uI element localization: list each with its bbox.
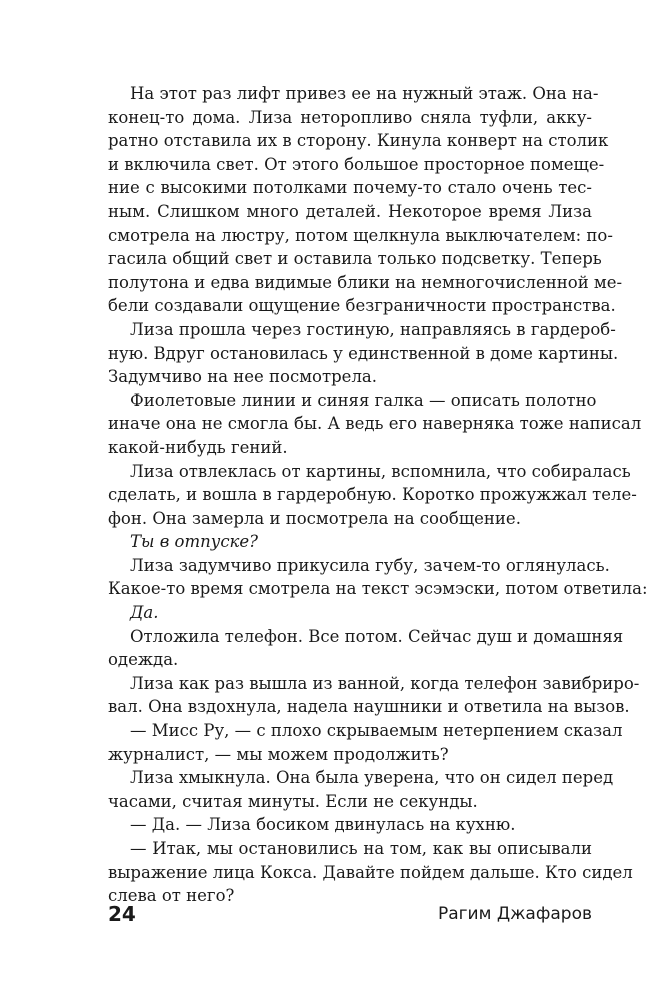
- text-line: фон. Она замерла и посмотрела на сообщение.: [108, 508, 521, 528]
- text-line: сделать, и вошла в гардеробную. Коротко прожужжал теле-: [108, 485, 637, 505]
- text-line: Фиолетовые линии и синяя галка — описать полотно: [130, 390, 597, 410]
- text-line: выражение лица Кокса. Давайте пойдем дальше. Кто сидел: [108, 862, 633, 882]
- page-number: 24: [108, 902, 136, 926]
- text-line: Ты в отпуске?: [130, 532, 259, 552]
- text-line: слева от него?: [108, 886, 235, 906]
- text-line: На этот раз лифт привез ее на нужный этаж. Она на-: [130, 84, 599, 103]
- text-line: бели создавали ощущение безграничности пространства.: [108, 296, 616, 316]
- text-line: ние с высокими потолками почему-то стало очень тес-: [108, 178, 592, 198]
- text-line: Лиза отвлеклась от картины, вспомнила, что собиралась: [130, 461, 631, 481]
- running-footer-author: Рагим Джафаров: [437, 904, 592, 924]
- text-line: Лиза прошла через гостиную, направляясь в гардероб-: [130, 319, 616, 339]
- text-line: журналист, — мы можем продолжить?: [108, 744, 449, 764]
- text-line: — Да. — Лиза босиком двинулась на кухню.: [130, 815, 516, 835]
- text-line: и включила свет. От этого большое просторное помеще-: [108, 154, 605, 174]
- text-line: Какое-то время смотрела на текст эсэмэски, потом ответила:: [108, 579, 648, 599]
- text-line: какой-нибудь гений.: [108, 437, 288, 457]
- text-line: смотрела на люстру, потом щелкнула выключателем: по-: [108, 225, 613, 245]
- text-line: полутона и едва видимые блики на немногочисленной ме-: [108, 272, 623, 292]
- text-line: вал. Она вздохнула, надела наушники и ответила на вызов.: [108, 697, 630, 717]
- text-line: ным. Слишком много деталей. Некоторое время Лиза: [108, 201, 592, 221]
- text-line: гасила общий свет и оставила только подсветку. Теперь: [108, 249, 602, 269]
- text-line: Лиза хмыкнула. Она была уверена, что он сидел перед: [130, 768, 614, 788]
- page-body: [108, 82, 648, 908]
- text-line: Задумчиво на нее посмотрела.: [108, 367, 378, 387]
- text-line: одежда.: [108, 650, 179, 670]
- text-line: Лиза как раз вышла из ванной, когда телефон завибриро-: [130, 673, 640, 693]
- text-line: — Итак, мы остановились на том, как вы описывали: [130, 839, 592, 858]
- text-line: ратно отставила их в сторону. Кинула конверт на столик: [108, 131, 609, 151]
- text-line: ную. Вдруг остановилась у единственной в доме картины.: [108, 343, 619, 363]
- text-line: иначе она не смогла бы. А ведь его наверняка тоже написал: [108, 414, 642, 434]
- text-line: — Мисс Ру, — с плохо скрываемым нетерпением сказал: [130, 721, 623, 741]
- text-line: часами, считая минуты. Если не секунды.: [108, 791, 478, 811]
- text-line: Лиза задумчиво прикусила губу, зачем-то оглянулась.: [130, 555, 610, 575]
- page-footer: [108, 902, 592, 932]
- text-line: Отложила телефон. Все потом. Сейчас душ и домашняя: [130, 626, 624, 646]
- text-line: конец-то дома. Лиза неторопливо сняла туфли, акку-: [108, 107, 592, 127]
- text-line: Да.: [130, 603, 159, 623]
